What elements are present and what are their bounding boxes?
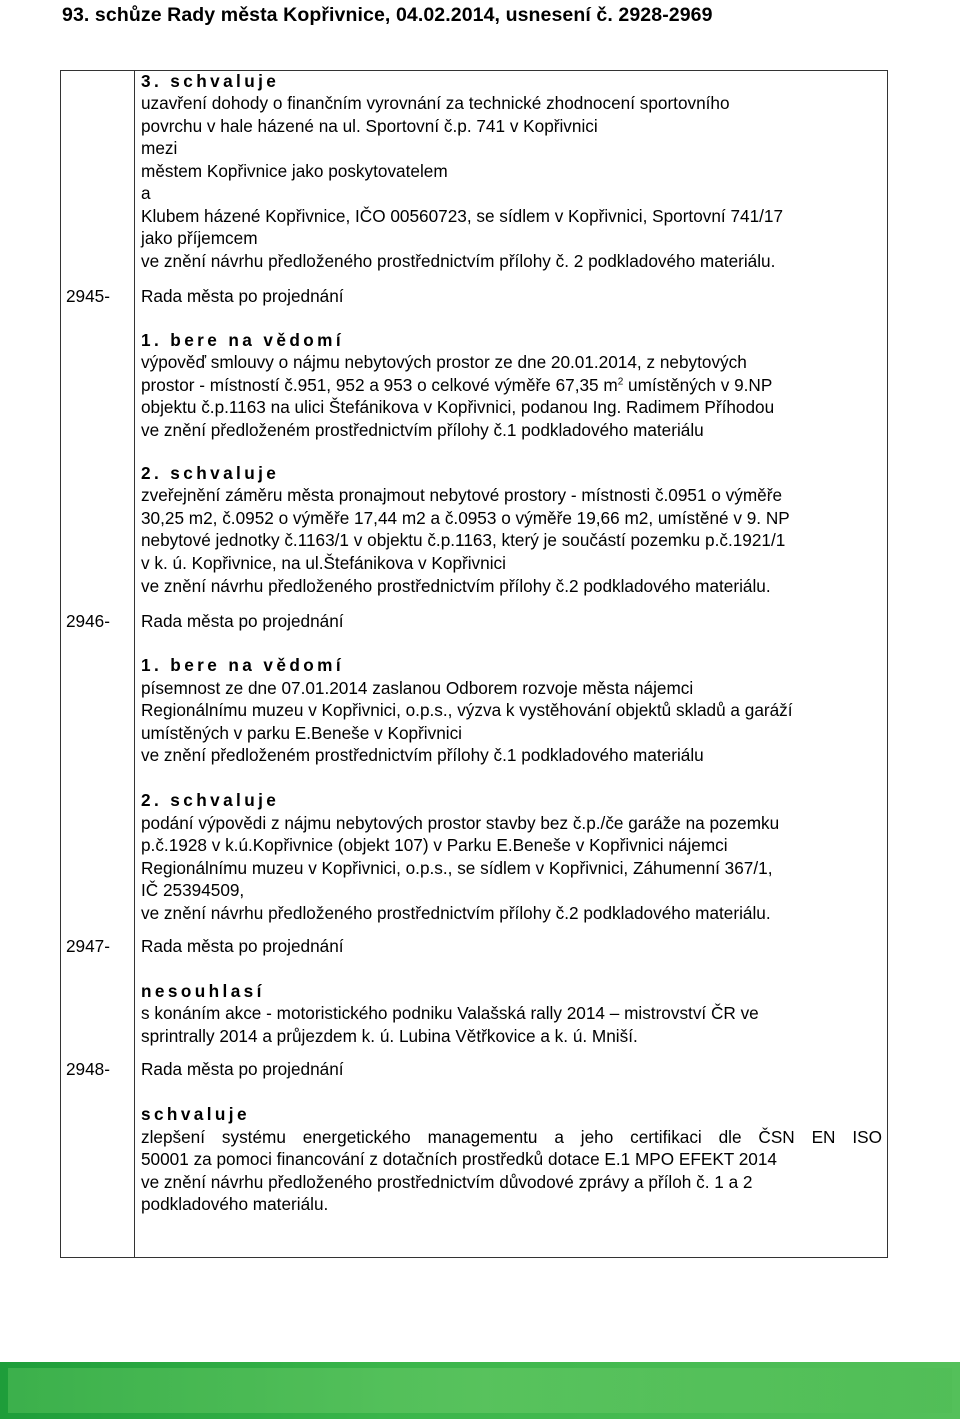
item-heading: schvaluje bbox=[141, 1104, 250, 1124]
text-line: objektu č.p.1163 na ulici Štefánikova v Kopřivnici, podanou Ing. Radimem Příhodou bbox=[141, 397, 775, 417]
text-line: sprintrally 2014 a průjezdem k. ú. Lubina Větřkovice a k. ú. Mniší. bbox=[141, 1026, 638, 1046]
word: a bbox=[554, 1127, 564, 1147]
column-divider bbox=[134, 70, 135, 1258]
resolution-intro: Rada města po projednání bbox=[141, 936, 344, 956]
text-line: nebytové jednotky č.1163/1 v objektu č.p.1163, který je součástí pozemku p.č.1921/1 bbox=[141, 530, 786, 550]
text-line: Regionálnímu muzeu v Kopřivnici, o.p.s., výzva k vystěhování objektů skladů a garáží bbox=[141, 700, 793, 720]
resolution-number: 2946- bbox=[66, 611, 110, 631]
text-line: mezi bbox=[141, 138, 178, 158]
superscript: 2 bbox=[617, 376, 624, 388]
text-line: 30,25 m2, č.0952 o výměře 17,44 m2 a č.0953 o výměře 19,66 m2, umístěné v 9. NP bbox=[141, 508, 790, 528]
justified-line bbox=[141, 1127, 882, 1147]
text-line: a bbox=[141, 183, 151, 203]
text-line: v k. ú. Kopřivnice, na ul.Štefánikova v Kopřivnici bbox=[141, 553, 506, 573]
text-line: umístěných v parku E.Beneše v Kopřivnici bbox=[141, 723, 462, 743]
footer-band-highlight bbox=[8, 1368, 952, 1413]
item-heading: 1. bere na vědomí bbox=[141, 330, 344, 350]
word: zlepšení bbox=[141, 1127, 206, 1147]
text-line: p.č.1928 v k.ú.Kopřivnice (objekt 107) v Parku E.Beneše v Kopřivnici nájemci bbox=[141, 835, 728, 855]
text-line: podání výpovědi z nájmu nebytových prostor stavby bez č.p./če garáže na pozemku bbox=[141, 813, 780, 833]
text-line: písemnost ze dne 07.01.2014 zaslanou Odborem rozvoje města nájemci bbox=[141, 678, 694, 698]
word: ISO bbox=[852, 1127, 882, 1147]
text-line: ve znění předloženém prostřednictvím přílohy č.1 podkladového materiálu bbox=[141, 420, 704, 440]
resolution-intro: Rada města po projednání bbox=[141, 286, 344, 306]
text-line: 50001 za pomoci financování z dotačních prostředků dotace E.1 MPO EFEKT 2014 bbox=[141, 1149, 777, 1169]
resolution-intro: Rada města po projednání bbox=[141, 611, 344, 631]
page-title: 93. schůze Rady města Kopřivnice, 04.02.2014, usnesení č. 2928-2969 bbox=[62, 4, 713, 26]
text-line: zveřejnění záměru města pronajmout nebytové prostory - místnosti č.0951 o výměře bbox=[141, 485, 782, 505]
resolution-intro: Rada města po projednání bbox=[141, 1059, 344, 1079]
item-heading: 3. schvaluje bbox=[141, 71, 280, 91]
word: dle bbox=[718, 1127, 742, 1147]
word: managementu bbox=[427, 1127, 538, 1147]
item-heading: 1. bere na vědomí bbox=[141, 655, 344, 675]
text-line: ve znění návrhu předloženého prostřednictvím přílohy č. 2 podkladového materiálu. bbox=[141, 251, 776, 271]
text-line: městem Kopřivnice jako poskytovatelem bbox=[141, 161, 448, 181]
resolution-number: 2947- bbox=[66, 936, 110, 956]
text-line: Regionálnímu muzeu v Kopřivnici, o.p.s., se sídlem v Kopřivnici, Záhumenní 367/1, bbox=[141, 858, 773, 878]
resolution-number: 2948- bbox=[66, 1059, 110, 1079]
text-line: ve znění návrhu předloženého prostřednictvím důvodové zprávy a příloh č. 1 a 2 bbox=[141, 1172, 753, 1192]
word: certifikaci bbox=[630, 1127, 702, 1147]
text-segment: prostor - místností č.951, 952 a 953 o celkové výměře 67,35 m bbox=[141, 375, 618, 395]
word: energetického bbox=[302, 1127, 411, 1147]
text-segment: umístěných v 9.NP bbox=[623, 375, 773, 395]
word: systému bbox=[221, 1127, 286, 1147]
item-heading: nesouhlasí bbox=[141, 981, 265, 1001]
text-line: jako příjemcem bbox=[141, 228, 258, 248]
item-heading: 2. schvaluje bbox=[141, 463, 280, 483]
text-line: IČ 25394509, bbox=[141, 880, 245, 900]
text-line: ve znění předloženém prostřednictvím přílohy č.1 podkladového materiálu bbox=[141, 745, 704, 765]
text-line: s konáním akce - motoristického podniku Valašská rally 2014 – mistrovství ČR ve bbox=[141, 1003, 759, 1023]
text-line: výpověď smlouvy o nájmu nebytových prostor ze dne 20.01.2014, z nebytových bbox=[141, 352, 747, 372]
text-line: ve znění návrhu předloženého prostřednictvím přílohy č.2 podkladového materiálu. bbox=[141, 903, 771, 923]
word: EN bbox=[811, 1127, 836, 1147]
text-line: Klubem házené Kopřivnice, IČO 00560723, se sídlem v Kopřivnici, Sportovní 741/17 bbox=[141, 206, 784, 226]
text-line: ve znění návrhu předloženého prostřednictvím přílohy č.2 podkladového materiálu. bbox=[141, 576, 771, 596]
text-line bbox=[141, 375, 772, 395]
word: ČSN bbox=[758, 1127, 795, 1147]
text-line: uzavření dohody o finančním vyrovnání za technické zhodnocení sportovního bbox=[141, 93, 730, 113]
text-line: povrchu v hale házené na ul. Sportovní č.p. 741 v Kopřivnici bbox=[141, 116, 598, 136]
word: jeho bbox=[580, 1127, 614, 1147]
footer-band bbox=[0, 1362, 960, 1419]
item-heading: 2. schvaluje bbox=[141, 790, 280, 810]
resolution-number: 2945- bbox=[66, 286, 110, 306]
text-line: podkladového materiálu. bbox=[141, 1194, 329, 1214]
